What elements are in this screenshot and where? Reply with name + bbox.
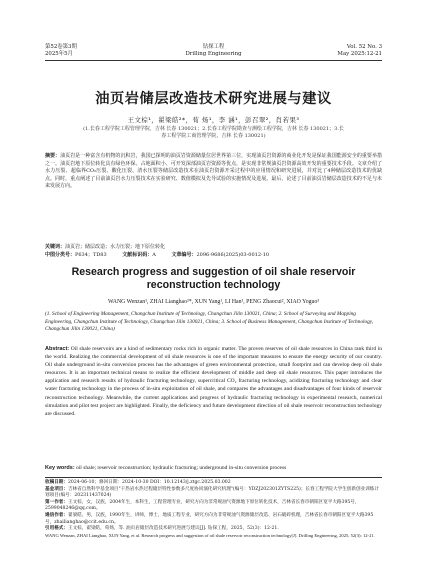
english-abstract-label: Abstract: <box>45 346 70 352</box>
fund-label: 基金项目： <box>45 486 68 492</box>
fund-text: 吉林省自然科学基金项目"干热岩水热过程储层特性参数多尺度协同演化研究机理"(编号：YDZJ202301ZYTS225)；长春工程学院大学生创新创业训练计划项目(编号：202311437024) <box>45 486 379 499</box>
english-abstract <box>45 345 382 418</box>
english-keywords <box>45 464 382 472</box>
article-no-value: 2096-9686(2025)03-0012-10 <box>196 252 270 258</box>
corresponding-author-text: 翟梁皓，男，汉族，1990年生，讲师，博士，地质工程专业，研究方向为非常规油气资源储层改造、岩石破碎机理，吉林省长春市朝阳区宽平大路395号，zhailianghao@ccit.edu.cn。 <box>45 512 374 525</box>
citation-label: 引用格式： <box>45 526 68 532</box>
english-abstract-text: Oil shale reservoirs are a kind of sedimentary rocks rich in organic matter. The proven reserves of oil shale resources in China rank third in the world. Realizing the commercial development of oil shale resources is one of the important measures to ensure the energy security of our country. Oil shale underground in-situ conversion process has the advantages of green environmental protection, small footprint and can develop deep oil shale resources. It is an important technical means to realize the efficient development of middle and deep oil shale resources. This paper introduces the application and research results of hydraulic fracturing technology, supercritical CO₂ fracturing technology, acidizing fracturing technology and clear water fracturing technology in the process of in-situ exploitation of oil shale, and compares the advantages and disadvantages of four kinds of reservoir reconstruction technology. Meanwhile, the current applications and progress of hydraulic fracturing technology in experimental research, numerical simulation and pilot test project are highlighted. Finally, the deficiency and future development direction of oil shale reservoir reconstruction technology are discussed. <box>45 346 383 417</box>
clc-number <box>45 252 107 258</box>
chinese-title: 油页岩储层改造技术研究进展与建议 <box>95 91 332 107</box>
header-rule <box>45 60 382 61</box>
classification-line <box>45 252 382 259</box>
header-journal-cn: 钻探工程 <box>202 44 225 50</box>
chinese-affiliations <box>60 126 367 141</box>
header-journal-en: Drilling Engineering <box>185 51 242 57</box>
chinese-abstract <box>45 153 382 191</box>
chinese-affiliations-line2: 春工程学院工商管理学院，吉林 长春 130021) <box>161 133 266 140</box>
first-author-label: 第一作者： <box>45 499 68 505</box>
footnotes <box>45 480 382 539</box>
english-affiliations: (1. School of Engineering Management, Changchun Institute of Technology, Changchun Jilin 130021, China; 2. School of Surveying and Mapping Engineering, Changchun Institute of Technology, Changchun Jilin 130021, China; 3. School of Business Management, Changchun Institute of Technology, Changchun Jilin 130021, China) <box>45 311 374 333</box>
first-author-text: 王文棕，女，汉族，2004年生，本科生，工程管理专业，研究方向为非常规油气资源地下原位转化技术，吉林省长春市朝阳区宽平大路395号，2599048246@qq.com。 <box>45 499 360 512</box>
article-no-label: 文章编号： <box>171 252 197 258</box>
footnote-rule <box>45 477 382 478</box>
english-keywords-text: oil shale; reservoir reconstruction; hydraulic fracturing; underground in-situ conversion process <box>76 465 287 471</box>
received-label: 收稿日期： <box>45 480 68 485</box>
chinese-keywords <box>45 244 382 251</box>
english-title <box>45 266 382 293</box>
chinese-keywords-text: 油页岩；储层改造；水力压裂；地下原位转化 <box>65 244 166 250</box>
chinese-abstract-label: 摘要： <box>45 153 61 159</box>
header-date-en: May 2025:12-21 <box>337 51 382 57</box>
footnote-citation-en: WANG Wenzan, ZHAI Lianghao, XUN Yang, et al. Research progress and suggestion of oil shale reservoir reconstruction technology[J]. Drilling Engineering, 2025, 52(3): 12-21. <box>45 532 375 538</box>
english-keywords-label: Key words: <box>45 465 75 471</box>
clc-value: P634；TD83 <box>75 252 107 258</box>
header-volume-cn: 第52卷第3期 <box>45 44 77 50</box>
header-volume-en: Vol. 52 No. 3 <box>346 44 382 50</box>
english-authors: WANG Wenzan¹, ZHAI Lianghao²*, XUN Yang¹, LI Han¹, PENG Zhaocui², XIAO Yoguo³ <box>107 299 320 305</box>
received-text: 2024-06-10；修回日期：2024-10-30 DOI：10.12143/j.ztgc.2025.03.002 <box>67 480 231 485</box>
english-title-line1: Research progress and suggestion of oil shale reservoir <box>71 266 356 278</box>
article-number <box>171 252 269 258</box>
document-code <box>122 252 156 258</box>
chinese-affiliations-line1: (1.长春工程学院工程管理学院，吉林 长春 130021；2.长春工程学院勘查与测绘工程学院，吉林 长春 130021；3.长 <box>83 126 344 132</box>
footnote-citation <box>45 526 382 533</box>
doc-code-value: A <box>152 252 156 258</box>
clc-label: 中图分类号： <box>45 252 76 258</box>
header-date-cn: 2025年5月 <box>45 51 73 57</box>
english-title-line2: reconstruction technology <box>146 279 281 292</box>
footnote-received <box>45 480 382 487</box>
footnote-fund <box>45 487 382 500</box>
footnote-first-author <box>45 500 382 513</box>
chinese-keywords-label: 关键词： <box>45 244 66 250</box>
footnote-corresponding-author <box>45 513 382 526</box>
chinese-authors: 王文棕¹，翟梁皓²*，荀 炀¹，李 涵¹，彭召翠²，肖若果³ <box>127 116 300 124</box>
corresponding-author-label: 通信作者： <box>45 512 68 518</box>
chinese-abstract-text: 油页岩是一种富含有机物的沉积岩，我国已探明的油页岩资源储量位居世界第三位，实现油页岩资源的商业化开发是保证我国能源安全的重要举措之一。油页岩地下原位转化具有绿色环保、占地面积小、可开发深部油页岩资源等优点，是实现非常规油页岩资源高效开发的重要技术手段。文章介绍了水力压裂、超临界CO₂压裂、酸化压裂、清水压裂等储层改造技术在油页岩资源开采过程中的应用情况和研究进展，并对比了4种储层改造技术的优缺点。同时，重点阐述了目前油页岩水力压裂技术在实验研究、数值模拟及先导试验的实施情况及进展。最后，论述了目前油页岩储层改造技术的不足与未来发展方向。 <box>45 153 382 190</box>
citation-text-cn: 王文棕，翟梁皓，荀炀，等. 油页岩储层改造技术研究进展与建议[J]. 钻探工程，2025，52(3)：12-21. <box>67 526 279 532</box>
doc-code-label: 文献标识码： <box>122 252 153 258</box>
